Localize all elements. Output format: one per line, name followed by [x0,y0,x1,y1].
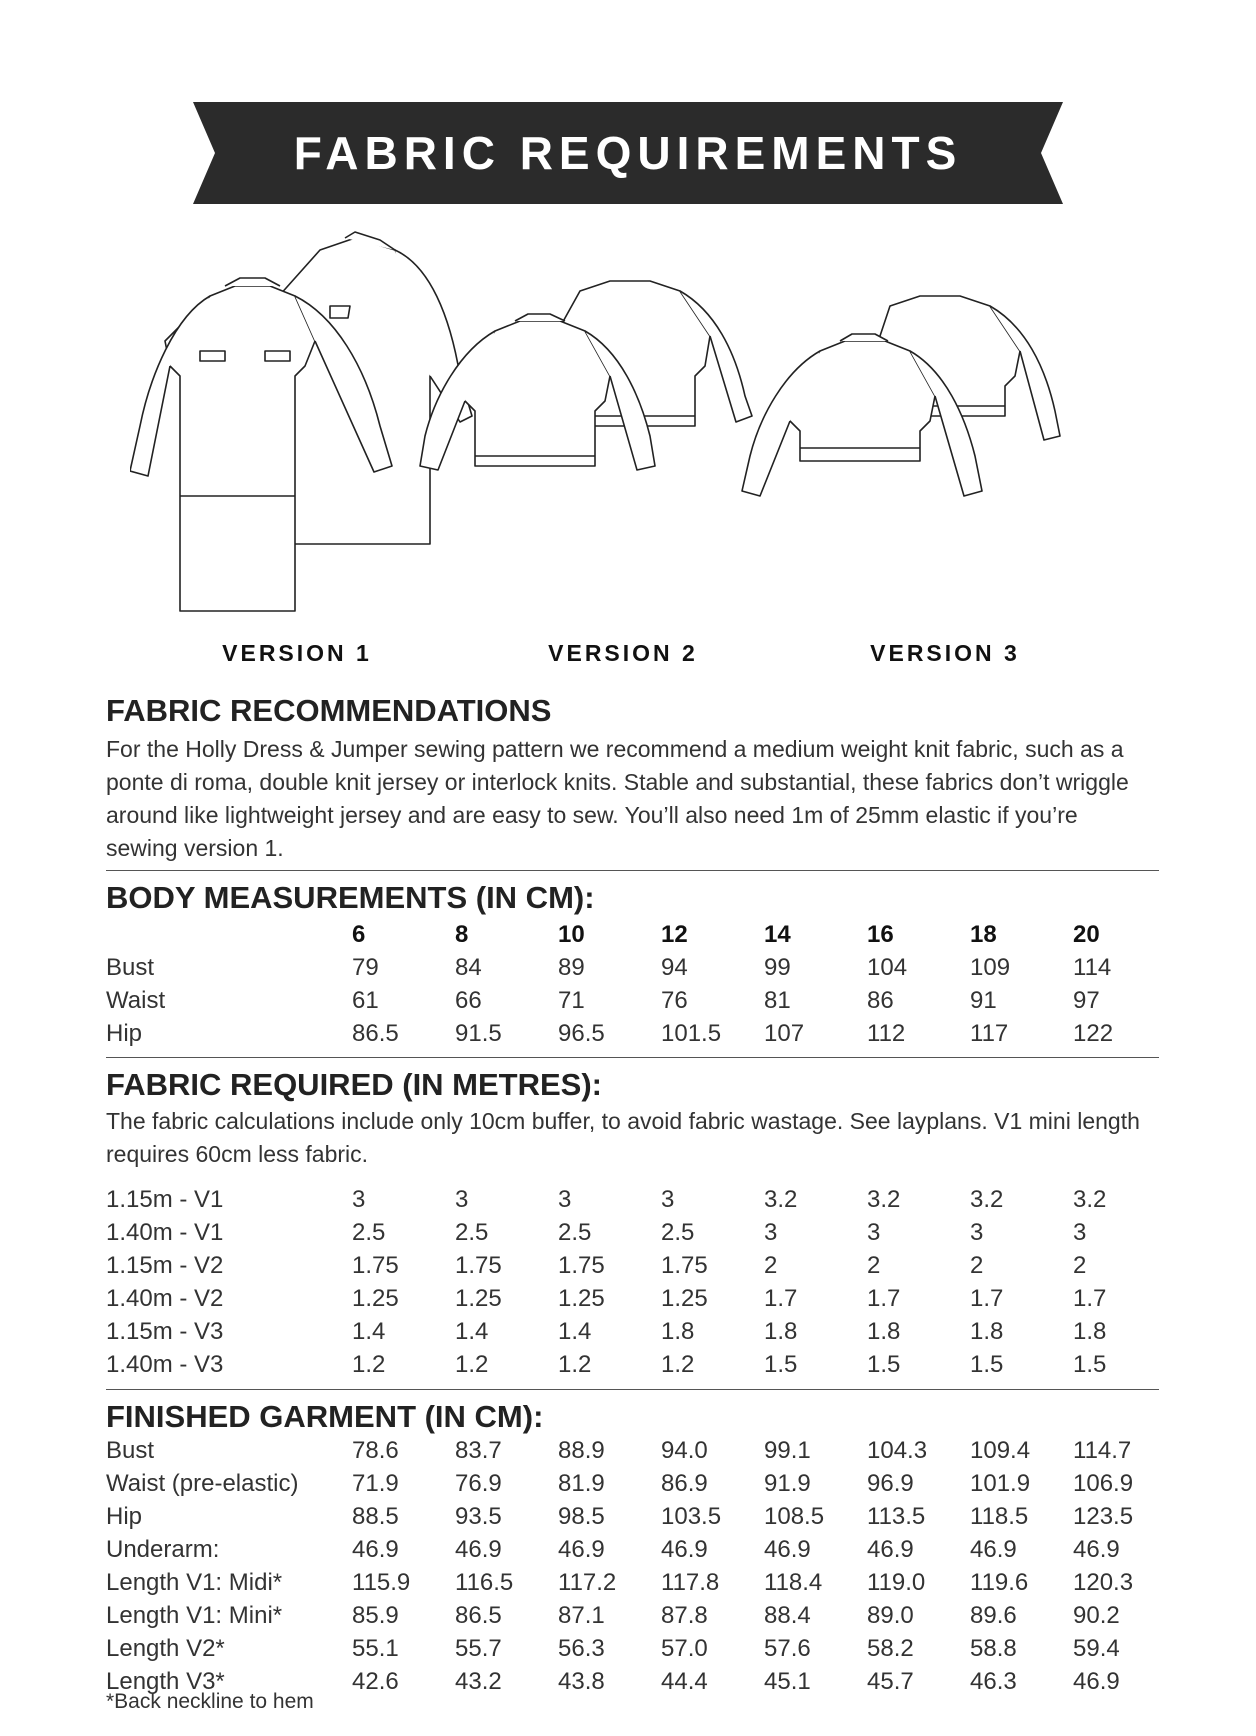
table-cell: 58.8 [970,1635,1017,1662]
table-cell: 101.9 [970,1470,1031,1497]
table-cell: 1.25 [455,1285,502,1312]
table-cell: 1.25 [661,1285,708,1312]
size-header-cell: 6 [352,921,366,948]
table-cell: 79 [352,954,379,981]
row-label: 1.15m - V2 [106,1252,224,1279]
table-cell: 108.5 [764,1503,825,1530]
table-cell: 94 [661,954,688,981]
table-cell: 117.2 [558,1569,617,1596]
table-cell: 120.3 [1073,1569,1134,1596]
table-cell: 46.9 [1073,1536,1120,1563]
table-cell: 3 [558,1186,572,1213]
table-cell: 61 [352,987,379,1014]
table-cell: 57.6 [764,1635,811,1662]
table-cell: 1.2 [455,1351,489,1378]
table-cell: 59.4 [1073,1635,1120,1662]
table-cell: 46.9 [1073,1668,1120,1695]
table-cell: 1.5 [867,1351,901,1378]
table-cell: 1.7 [867,1285,901,1312]
body-measurements-heading: BODY MEASUREMENTS (IN CM): [106,880,595,915]
row-label: Length V2* [106,1635,225,1662]
size-header-cell: 10 [558,921,585,948]
table-cell: 46.9 [764,1536,811,1563]
table-cell: 3 [970,1219,984,1246]
row-label: Hip [106,1020,143,1047]
table-cell: 46.9 [867,1536,914,1563]
table-cell: 119.6 [970,1569,1029,1596]
table-cell: 90.2 [1073,1602,1120,1629]
table-cell: 81.9 [558,1470,605,1497]
table-cell: 86.5 [455,1602,502,1629]
table-cell: 44.4 [661,1668,708,1695]
table-cell: 2 [970,1252,984,1279]
fabric-recommendations-text: For the Holly Dress & Jumper sewing pattern we recommend a medium weight knit fabric, such as a ponte di roma, double knit jersey or interlock knits. Stable and substantial, these fabrics don’t wriggle around like lightweight jersey and are easy to sew. You’ll also need 1m of 25mm elastic if you’re sewing version 1. [106,736,1129,861]
table-cell: 103.5 [661,1503,722,1530]
table-cell: 55.7 [455,1635,502,1662]
garment-illustrations [130,226,1150,626]
table-cell: 109.4 [970,1437,1031,1464]
table-cell: 1.4 [455,1318,489,1345]
table-cell: 104.3 [867,1437,928,1464]
table-cell: 1.8 [661,1318,695,1345]
table-cell: 45.7 [867,1668,914,1695]
table-cell: 87.1 [558,1602,605,1629]
table-cell: 71.9 [352,1470,399,1497]
table-cell: 97 [1073,987,1100,1014]
version-3-label: VERSION 3 [870,640,1020,666]
table-cell: 98.5 [558,1503,605,1530]
version-2-label: VERSION 2 [548,640,698,666]
table-cell: 89.0 [867,1602,914,1629]
table-cell: 86.9 [661,1470,708,1497]
row-label: 1.15m - V1 [106,1186,224,1213]
table-cell: 2.5 [352,1219,386,1246]
table-cell: 3 [455,1186,469,1213]
table-cell: 85.9 [352,1602,399,1629]
table-cell: 86.5 [352,1020,399,1047]
size-header-cell: 18 [970,921,997,948]
table-cell: 89 [558,954,585,981]
row-label: Length V3* [106,1668,225,1695]
row-label: Length V1: Midi* [106,1569,283,1596]
table-cell: 99 [764,954,791,981]
table-cell: 42.6 [352,1668,399,1695]
size-header-cell: 20 [1073,921,1100,948]
table-cell: 2 [867,1252,881,1279]
table-cell: 88.9 [558,1437,605,1464]
table-cell: 89.6 [970,1602,1017,1629]
divider [106,1057,1159,1058]
table-cell: 116.5 [455,1569,514,1596]
table-cell: 114 [1073,954,1112,981]
table-cell: 88.5 [352,1503,399,1530]
table-cell: 107 [764,1020,805,1047]
page-title: FABRIC REQUIREMENTS [293,127,963,179]
table-cell: 86 [867,987,894,1014]
row-label: 1.40m - V3 [106,1351,224,1378]
row-label: Underarm: [106,1536,220,1563]
row-label: 1.40m - V2 [106,1285,224,1312]
table-cell: 88.4 [764,1602,811,1629]
row-label: Hip [106,1503,143,1530]
table-cell: 81 [764,987,791,1014]
table-cell: 1.25 [352,1285,399,1312]
table-cell: 1.75 [455,1252,502,1279]
table-cell: 1.75 [558,1252,605,1279]
table-cell: 2 [764,1252,778,1279]
table-cell: 3 [1073,1219,1087,1246]
table-cell: 46.9 [558,1536,605,1563]
table-cell: 46.9 [352,1536,399,1563]
divider [106,1389,1159,1390]
table-cell: 123.5 [1073,1503,1134,1530]
table-cell: 109 [970,954,1011,981]
table-cell: 119.0 [867,1569,926,1596]
table-cell: 87.8 [661,1602,708,1629]
table-cell: 3.2 [1073,1186,1107,1213]
table-cell: 1.8 [970,1318,1004,1345]
row-label: Bust [106,1437,155,1464]
size-header-cell: 14 [764,921,791,948]
table-cell: 1.75 [661,1252,708,1279]
table-cell: 58.2 [867,1635,914,1662]
table-cell: 1.75 [352,1252,399,1279]
table-cell: 3.2 [764,1186,798,1213]
title-banner [193,102,1063,204]
table-cell: 2.5 [558,1219,592,1246]
finished-garment-heading: FINISHED GARMENT (IN CM): [106,1399,544,1434]
table-cell: 3 [352,1186,366,1213]
table-cell: 1.7 [1073,1285,1107,1312]
table-cell: 115.9 [352,1569,411,1596]
table-cell: 1.2 [558,1351,592,1378]
table-cell: 3 [867,1219,881,1246]
version-1-label: VERSION 1 [222,640,372,666]
table-cell: 1.2 [661,1351,695,1378]
table-cell: 1.2 [352,1351,386,1378]
fabric-required-note: The fabric calculations include only 10cm buffer, to avoid fabric wastage. See layplans. V1 mini length requires 60cm less fabric. [106,1108,1140,1167]
table-cell: 122 [1073,1020,1114,1047]
row-label: 1.15m - V3 [106,1318,224,1345]
table-cell: 43.8 [558,1668,605,1695]
table-cell: 78.6 [352,1437,399,1464]
table-cell: 118.5 [970,1503,1029,1530]
table-cell: 106.9 [1073,1470,1134,1497]
table-cell: 84 [455,954,482,981]
table-cell: 1.4 [558,1318,592,1345]
table-cell: 1.8 [1073,1318,1107,1345]
table-cell: 117.8 [661,1569,720,1596]
table-cell: 113.5 [867,1503,926,1530]
table-cell: 1.8 [764,1318,798,1345]
table-cell: 55.1 [352,1635,399,1662]
table-cell: 43.2 [455,1668,502,1695]
table-cell: 112 [867,1020,906,1047]
table-cell: 2.5 [661,1219,695,1246]
table-cell: 56.3 [558,1635,605,1662]
fabric-required-heading: FABRIC REQUIRED (IN METRES): [106,1067,602,1102]
table-cell: 3.2 [867,1186,901,1213]
table-cell: 1.7 [764,1285,798,1312]
fabric-recommendations-heading: FABRIC RECOMMENDATIONS [106,693,552,728]
table-cell: 2.5 [455,1219,489,1246]
table-cell: 1.25 [558,1285,605,1312]
table-cell: 76 [661,987,688,1014]
table-cell: 46.9 [455,1536,502,1563]
divider [106,870,1159,871]
size-header-cell: 8 [455,921,469,948]
table-cell: 117 [970,1020,1009,1047]
table-cell: 94.0 [661,1437,708,1464]
table-cell: 66 [455,987,482,1014]
table-cell: 71 [558,987,585,1014]
table-cell: 45.1 [764,1668,811,1695]
table-cell: 76.9 [455,1470,502,1497]
table-cell: 3 [764,1219,778,1246]
row-label: Waist [106,987,166,1014]
table-cell: 2 [1073,1252,1087,1279]
table-cell: 96.9 [867,1470,914,1497]
table-cell: 91.9 [764,1470,811,1497]
table-cell: 1.5 [970,1351,1004,1378]
row-label: Length V1: Mini* [106,1602,283,1629]
row-label: 1.40m - V1 [106,1219,224,1246]
size-header-cell: 16 [867,921,894,948]
table-cell: 1.4 [352,1318,386,1345]
table-cell: 93.5 [455,1503,502,1530]
table-cell: 83.7 [455,1437,502,1464]
row-label: Waist (pre-elastic) [106,1470,299,1497]
table-cell: 1.8 [867,1318,901,1345]
table-cell: 1.5 [764,1351,798,1378]
table-cell: 101.5 [661,1020,722,1047]
table-cell: 46.9 [970,1536,1017,1563]
table-cell: 114.7 [1073,1437,1132,1464]
table-cell: 1.7 [970,1285,1004,1312]
table-cell: 46.9 [661,1536,708,1563]
table-cell: 46.3 [970,1668,1017,1695]
table-cell: 3 [661,1186,675,1213]
footnote: *Back neckline to hem [106,1690,314,1713]
table-cell: 57.0 [661,1635,708,1662]
table-cell: 91.5 [455,1020,502,1047]
table-cell: 3.2 [970,1186,1004,1213]
table-cell: 118.4 [764,1569,823,1596]
table-cell: 1.5 [1073,1351,1107,1378]
table-cell: 99.1 [764,1437,811,1464]
table-cell: 96.5 [558,1020,605,1047]
size-header-cell: 12 [661,921,688,948]
table-cell: 91 [970,987,997,1014]
table-cell: 104 [867,954,908,981]
row-label: Bust [106,954,155,981]
